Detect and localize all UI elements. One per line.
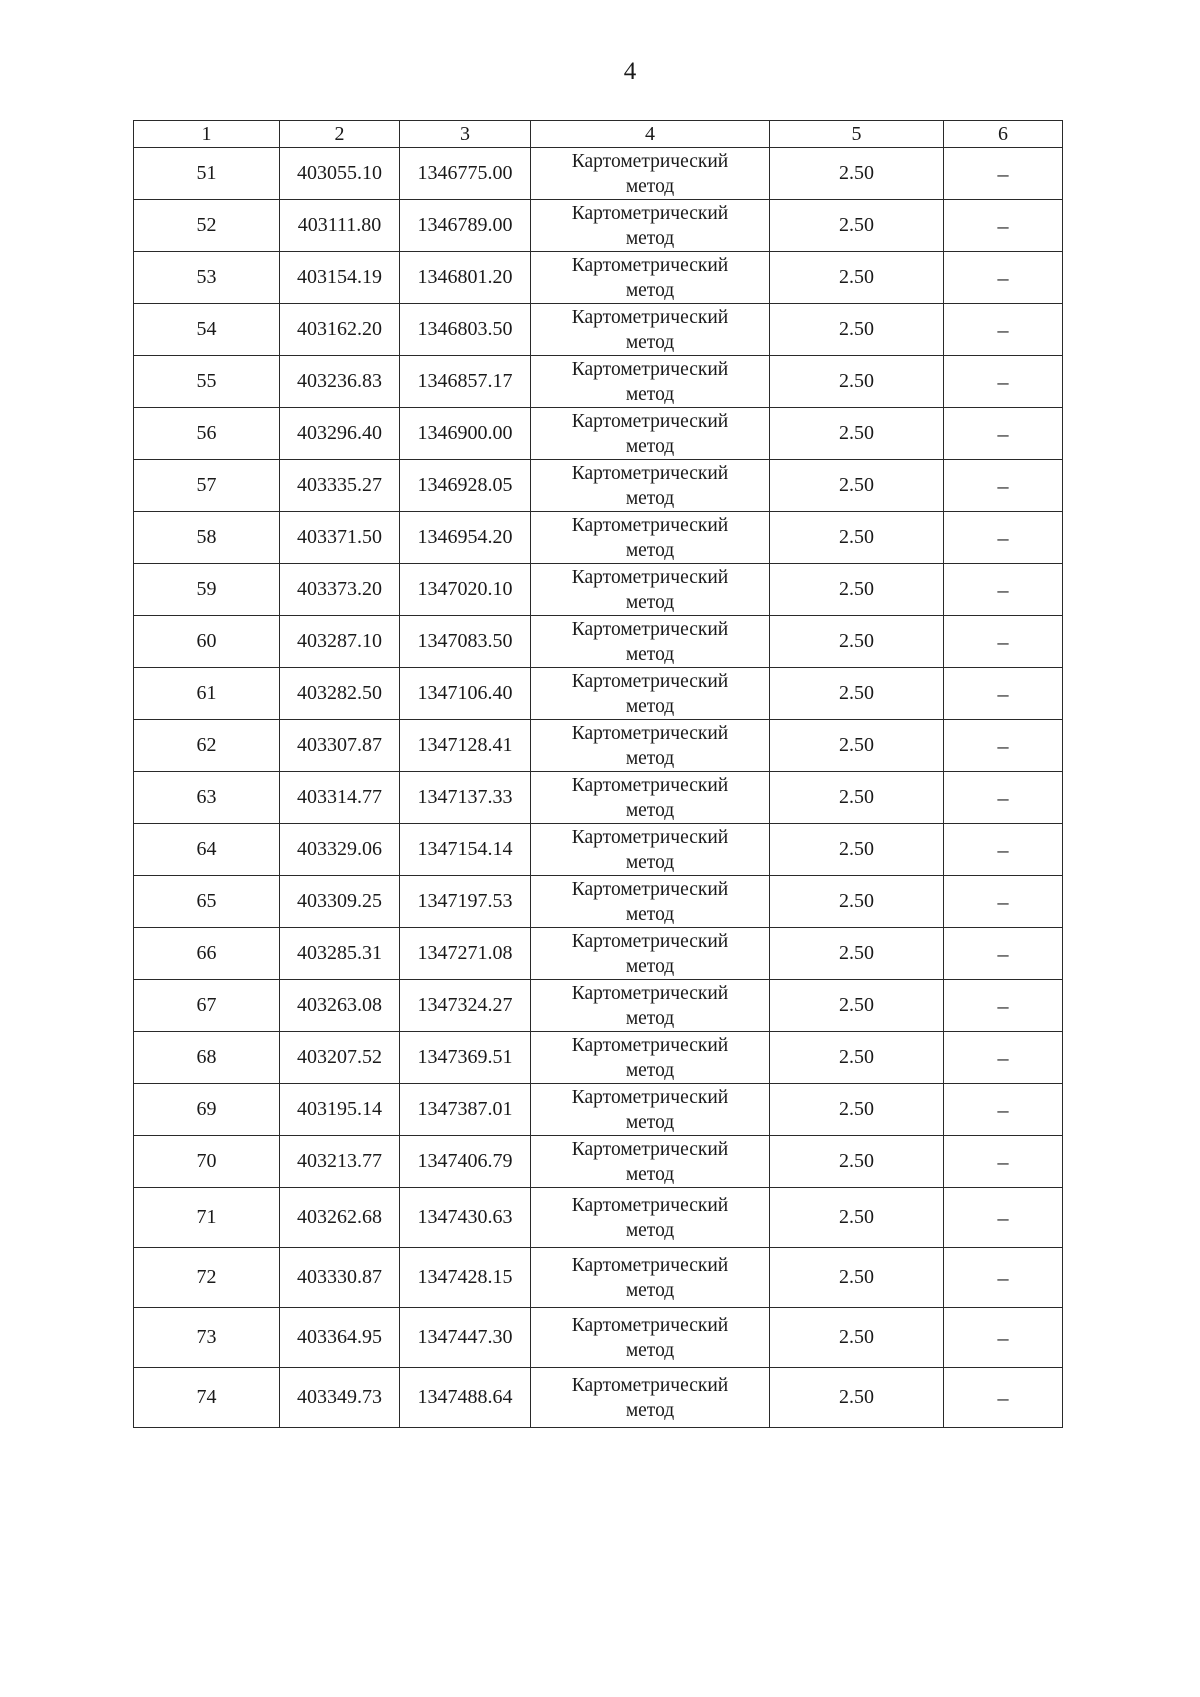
method-line-1: Картометрический [571, 722, 729, 744]
method-line-2: метод [625, 227, 675, 249]
method-line-1: Картометрический [571, 358, 729, 380]
accuracy-cell: 2.50 [770, 200, 944, 252]
method-line-1: Картометрический [571, 1034, 729, 1056]
method-line-2: метод [625, 643, 675, 665]
point-number-cell: 59 [134, 564, 280, 616]
y-coordinate-cell: 1347020.10 [400, 564, 531, 616]
table-row [134, 824, 1063, 876]
method-cell [531, 1368, 770, 1428]
method-line-1: Картометрический [571, 930, 729, 952]
x-coordinate-cell: 403285.31 [280, 928, 400, 980]
method-cell [531, 512, 770, 564]
note-cell: – [944, 252, 1063, 304]
note-cell: – [944, 772, 1063, 824]
x-coordinate-cell: 403296.40 [280, 408, 400, 460]
y-coordinate-cell: 1347430.63 [400, 1188, 531, 1248]
accuracy-cell: 2.50 [770, 772, 944, 824]
note-cell: – [944, 1188, 1063, 1248]
accuracy-cell: 2.50 [770, 616, 944, 668]
method-line-1: Картометрический [571, 462, 729, 484]
y-coordinate-cell: 1346775.00 [400, 148, 531, 200]
accuracy-cell: 2.50 [770, 512, 944, 564]
x-coordinate-cell: 403162.20 [280, 304, 400, 356]
x-coordinate-cell: 403262.68 [280, 1188, 400, 1248]
method-cell [531, 616, 770, 668]
method-line-2: метод [625, 591, 675, 613]
method-cell [531, 1136, 770, 1188]
method-cell [531, 460, 770, 512]
point-number-cell: 56 [134, 408, 280, 460]
accuracy-cell: 2.50 [770, 1308, 944, 1368]
method-cell [531, 148, 770, 200]
method-cell [531, 356, 770, 408]
accuracy-cell: 2.50 [770, 1188, 944, 1248]
table-row [134, 1032, 1063, 1084]
table-row [134, 980, 1063, 1032]
column-header: 3 [400, 121, 531, 148]
y-coordinate-cell: 1346857.17 [400, 356, 531, 408]
method-cell [531, 1032, 770, 1084]
method-line-1: Картометрический [571, 254, 729, 276]
accuracy-cell: 2.50 [770, 876, 944, 928]
accuracy-cell: 2.50 [770, 148, 944, 200]
accuracy-cell: 2.50 [770, 408, 944, 460]
method-line-2: метод [625, 747, 675, 769]
y-coordinate-cell: 1347106.40 [400, 668, 531, 720]
y-coordinate-cell: 1347428.15 [400, 1248, 531, 1308]
method-line-2: метод [625, 851, 675, 873]
x-coordinate-cell: 403349.73 [280, 1368, 400, 1428]
x-coordinate-cell: 403287.10 [280, 616, 400, 668]
y-coordinate-cell: 1347447.30 [400, 1308, 531, 1368]
accuracy-cell: 2.50 [770, 460, 944, 512]
point-number-cell: 51 [134, 148, 280, 200]
accuracy-cell: 2.50 [770, 252, 944, 304]
table-row [134, 148, 1063, 200]
x-coordinate-cell: 403213.77 [280, 1136, 400, 1188]
point-number-cell: 60 [134, 616, 280, 668]
y-coordinate-cell: 1346803.50 [400, 304, 531, 356]
x-coordinate-cell: 403055.10 [280, 148, 400, 200]
table-row [134, 1084, 1063, 1136]
method-line-2: метод [625, 903, 675, 925]
column-header: 2 [280, 121, 400, 148]
accuracy-cell: 2.50 [770, 1136, 944, 1188]
method-cell [531, 668, 770, 720]
y-coordinate-cell: 1347137.33 [400, 772, 531, 824]
accuracy-cell: 2.50 [770, 980, 944, 1032]
x-coordinate-cell: 403307.87 [280, 720, 400, 772]
y-coordinate-cell: 1347369.51 [400, 1032, 531, 1084]
y-coordinate-cell: 1347488.64 [400, 1368, 531, 1428]
method-cell [531, 1188, 770, 1248]
point-number-cell: 67 [134, 980, 280, 1032]
method-line-1: Картометрический [571, 1374, 729, 1396]
note-cell: – [944, 408, 1063, 460]
note-cell: – [944, 1248, 1063, 1308]
table-row [134, 1136, 1063, 1188]
x-coordinate-cell: 403371.50 [280, 512, 400, 564]
method-cell [531, 1084, 770, 1136]
method-line-1: Картометрический [571, 982, 729, 1004]
x-coordinate-cell: 403329.06 [280, 824, 400, 876]
point-number-cell: 66 [134, 928, 280, 980]
column-header: 5 [770, 121, 944, 148]
method-line-2: метод [625, 331, 675, 353]
y-coordinate-cell: 1347271.08 [400, 928, 531, 980]
method-cell [531, 304, 770, 356]
method-line-2: метод [625, 1059, 675, 1081]
method-line-1: Картометрический [571, 878, 729, 900]
method-cell [531, 1308, 770, 1368]
method-line-2: метод [625, 279, 675, 301]
point-number-cell: 55 [134, 356, 280, 408]
note-cell: – [944, 1136, 1063, 1188]
method-line-1: Картометрический [571, 670, 729, 692]
method-line-1: Картометрический [571, 1138, 729, 1160]
method-cell [531, 720, 770, 772]
point-number-cell: 63 [134, 772, 280, 824]
method-cell [531, 772, 770, 824]
method-line-1: Картометрический [571, 1194, 729, 1216]
x-coordinate-cell: 403154.19 [280, 252, 400, 304]
note-cell: – [944, 460, 1063, 512]
note-cell: – [944, 668, 1063, 720]
accuracy-cell: 2.50 [770, 1084, 944, 1136]
y-coordinate-cell: 1347128.41 [400, 720, 531, 772]
table-row [134, 1248, 1063, 1308]
method-cell [531, 252, 770, 304]
method-line-2: метод [625, 1007, 675, 1029]
method-cell [531, 928, 770, 980]
table-row [134, 876, 1063, 928]
method-line-1: Картометрический [571, 774, 729, 796]
y-coordinate-cell: 1347406.79 [400, 1136, 531, 1188]
y-coordinate-cell: 1347154.14 [400, 824, 531, 876]
point-number-cell: 72 [134, 1248, 280, 1308]
method-line-2: метод [625, 1279, 675, 1301]
note-cell: – [944, 304, 1063, 356]
coordinates-table [133, 120, 1063, 1428]
method-cell [531, 200, 770, 252]
method-line-2: метод [625, 1219, 675, 1241]
method-cell [531, 408, 770, 460]
point-number-cell: 53 [134, 252, 280, 304]
method-line-1: Картометрический [571, 202, 729, 224]
point-number-cell: 58 [134, 512, 280, 564]
y-coordinate-cell: 1346954.20 [400, 512, 531, 564]
note-cell: – [944, 1308, 1063, 1368]
accuracy-cell: 2.50 [770, 356, 944, 408]
table-row [134, 720, 1063, 772]
note-cell: – [944, 616, 1063, 668]
point-number-cell: 69 [134, 1084, 280, 1136]
note-cell: – [944, 720, 1063, 772]
table-header-row [134, 121, 1063, 148]
method-cell [531, 564, 770, 616]
method-line-1: Картометрический [571, 150, 729, 172]
method-line-1: Картометрический [571, 1314, 729, 1336]
point-number-cell: 71 [134, 1188, 280, 1248]
table-row [134, 564, 1063, 616]
note-cell: – [944, 980, 1063, 1032]
method-line-2: метод [625, 955, 675, 977]
method-line-1: Картометрический [571, 618, 729, 640]
method-line-2: метод [625, 435, 675, 457]
accuracy-cell: 2.50 [770, 668, 944, 720]
method-line-2: метод [625, 1163, 675, 1185]
method-line-2: метод [625, 1111, 675, 1133]
x-coordinate-cell: 403111.80 [280, 200, 400, 252]
point-number-cell: 68 [134, 1032, 280, 1084]
point-number-cell: 62 [134, 720, 280, 772]
page-number: 4 [623, 58, 637, 85]
note-cell: – [944, 564, 1063, 616]
note-cell: – [944, 200, 1063, 252]
x-coordinate-cell: 403335.27 [280, 460, 400, 512]
y-coordinate-cell: 1346900.00 [400, 408, 531, 460]
method-line-2: метод [625, 1399, 675, 1421]
accuracy-cell: 2.50 [770, 928, 944, 980]
column-header: 6 [944, 121, 1063, 148]
x-coordinate-cell: 403236.83 [280, 356, 400, 408]
table-row [134, 1308, 1063, 1368]
y-coordinate-cell: 1346801.20 [400, 252, 531, 304]
method-line-2: метод [625, 1339, 675, 1361]
accuracy-cell: 2.50 [770, 564, 944, 616]
y-coordinate-cell: 1347083.50 [400, 616, 531, 668]
method-cell [531, 876, 770, 928]
table-row [134, 772, 1063, 824]
accuracy-cell: 2.50 [770, 1032, 944, 1084]
table-row [134, 408, 1063, 460]
method-line-2: метод [625, 695, 675, 717]
accuracy-cell: 2.50 [770, 824, 944, 876]
method-line-1: Картометрический [571, 826, 729, 848]
note-cell: – [944, 148, 1063, 200]
note-cell: – [944, 928, 1063, 980]
note-cell: – [944, 1084, 1063, 1136]
point-number-cell: 57 [134, 460, 280, 512]
x-coordinate-cell: 403207.52 [280, 1032, 400, 1084]
point-number-cell: 73 [134, 1308, 280, 1368]
note-cell: – [944, 1368, 1063, 1428]
note-cell: – [944, 876, 1063, 928]
method-line-2: метод [625, 383, 675, 405]
method-line-1: Картометрический [571, 306, 729, 328]
point-number-cell: 54 [134, 304, 280, 356]
column-header: 1 [134, 121, 280, 148]
point-number-cell: 52 [134, 200, 280, 252]
point-number-cell: 70 [134, 1136, 280, 1188]
point-number-cell: 61 [134, 668, 280, 720]
table-row [134, 1188, 1063, 1248]
x-coordinate-cell: 403330.87 [280, 1248, 400, 1308]
y-coordinate-cell: 1347197.53 [400, 876, 531, 928]
table-row [134, 252, 1063, 304]
y-coordinate-cell: 1347387.01 [400, 1084, 531, 1136]
table-row [134, 460, 1063, 512]
table-row [134, 304, 1063, 356]
y-coordinate-cell: 1346928.05 [400, 460, 531, 512]
y-coordinate-cell: 1346789.00 [400, 200, 531, 252]
x-coordinate-cell: 403373.20 [280, 564, 400, 616]
x-coordinate-cell: 403263.08 [280, 980, 400, 1032]
method-cell [531, 1248, 770, 1308]
note-cell: – [944, 512, 1063, 564]
note-cell: – [944, 356, 1063, 408]
y-coordinate-cell: 1347324.27 [400, 980, 531, 1032]
note-cell: – [944, 824, 1063, 876]
accuracy-cell: 2.50 [770, 1248, 944, 1308]
accuracy-cell: 2.50 [770, 304, 944, 356]
accuracy-cell: 2.50 [770, 720, 944, 772]
point-number-cell: 64 [134, 824, 280, 876]
method-line-2: метод [625, 487, 675, 509]
table-row [134, 356, 1063, 408]
point-number-cell: 74 [134, 1368, 280, 1428]
x-coordinate-cell: 403195.14 [280, 1084, 400, 1136]
table-row [134, 616, 1063, 668]
x-coordinate-cell: 403282.50 [280, 668, 400, 720]
accuracy-cell: 2.50 [770, 1368, 944, 1428]
x-coordinate-cell: 403309.25 [280, 876, 400, 928]
method-cell [531, 824, 770, 876]
method-line-1: Картометрический [571, 410, 729, 432]
x-coordinate-cell: 403364.95 [280, 1308, 400, 1368]
note-cell: – [944, 1032, 1063, 1084]
method-line-1: Картометрический [571, 1086, 729, 1108]
method-line-2: метод [625, 175, 675, 197]
column-header: 4 [531, 121, 770, 148]
method-line-1: Картометрический [571, 566, 729, 588]
table-row [134, 668, 1063, 720]
method-line-2: метод [625, 539, 675, 561]
table-row [134, 200, 1063, 252]
method-line-1: Картометрический [571, 1254, 729, 1276]
method-cell [531, 980, 770, 1032]
table-row [134, 512, 1063, 564]
point-number-cell: 65 [134, 876, 280, 928]
method-line-1: Картометрический [571, 514, 729, 536]
x-coordinate-cell: 403314.77 [280, 772, 400, 824]
table-row [134, 1368, 1063, 1428]
method-line-2: метод [625, 799, 675, 821]
table-row [134, 928, 1063, 980]
